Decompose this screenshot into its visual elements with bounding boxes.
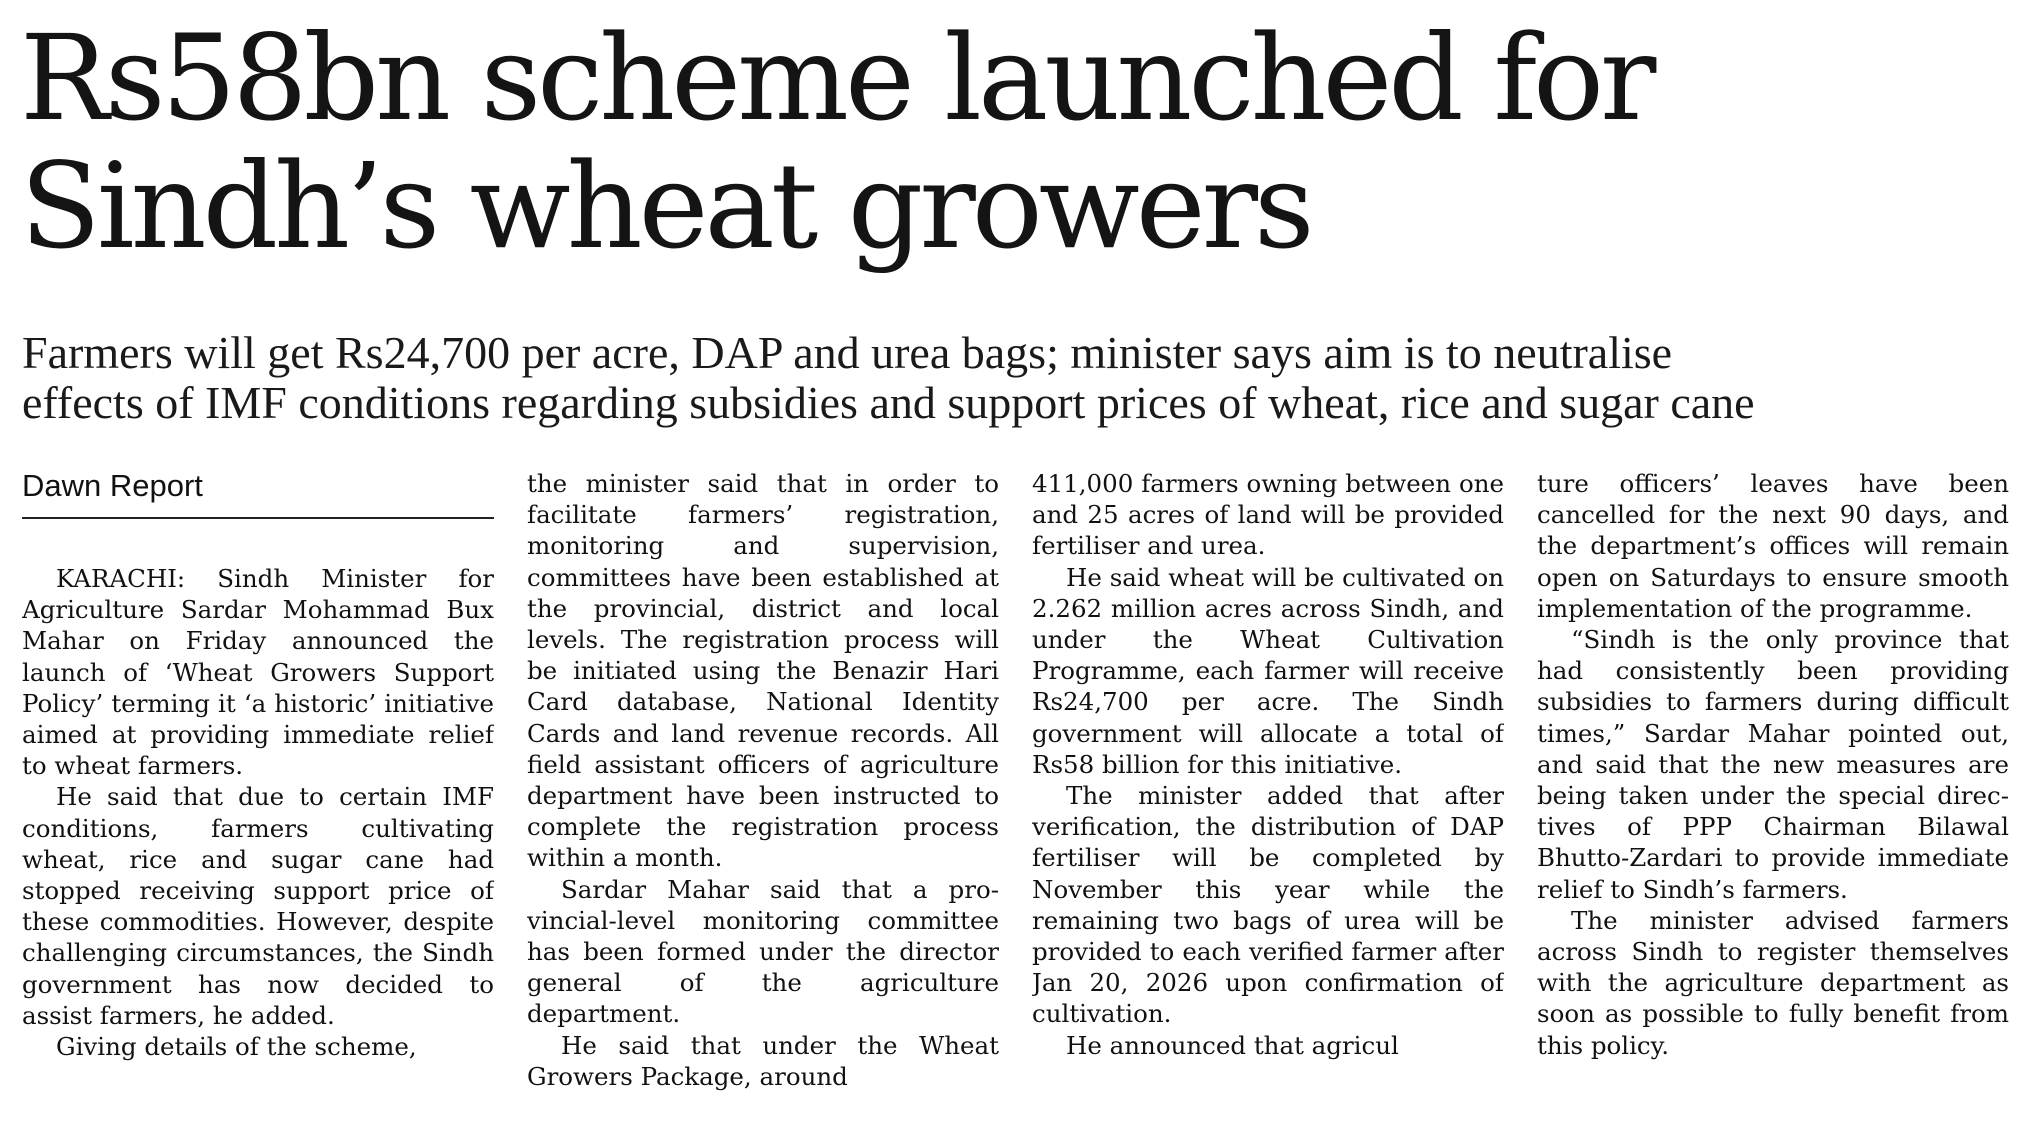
subheadline: [22, 328, 2007, 428]
paragraph: He announced that agricul: [1066, 1030, 1399, 1060]
paragraph: He said that under the Wheat Growers Package, around: [527, 1030, 999, 1091]
paragraph: Sardar Mahar said that a provincial-level monitoring committee has been formed under the director general of the agriculture department.: [527, 874, 999, 1029]
byline: Dawn Report: [22, 468, 494, 519]
headline: [20, 9, 2000, 275]
article-column-1: [22, 468, 494, 1128]
paragraph: ture officers’ leaves have been cancelled for the next 90 days, and the department’s offices will remain open on Saturdays to ensure smooth implementation of the programme.: [1537, 469, 2009, 623]
paragraph: 411,000 farmers owning between one and 25 acres of land will be provided fertiliser and urea.: [1032, 469, 1504, 561]
subheadline-line-2: effects of IMF conditions regarding subsidies and support prices of wheat, rice and sugar cane: [22, 377, 1755, 428]
article-body: [22, 468, 2007, 1128]
paragraph: The minister added that after verification, the distribution of DAP fertiliser will be completed by November this year while the remaining two bags of urea will be provided to each verified farmer after Jan 20, 2026 upon confirmation of cultivation.: [1032, 781, 1504, 1029]
paragraph: Giving details of the scheme,: [56, 1032, 417, 1062]
article-column-4: [1537, 468, 2009, 1128]
subheadline-line-1: Farmers will get Rs24,700 per acre, DAP and urea bags; minister says aim is to neutralise: [22, 327, 1673, 378]
paragraph: The minister advised farmers across Sindh to register themselves with the agriculture department as soon as possible to fully benefit from this policy.: [1537, 905, 2009, 1060]
article-column-2: [527, 468, 999, 1128]
paragraph: the minister said that in order to facilitate farmers’ registration, monitoring and supervision, committees have been established at the provincial, district and local levels. The registration process will be initiated using the Benazir Hari Card database, National Identity Cards and land revenue records. All field assistant officers of agriculture department have been instructed to complete the registration process within a month.: [527, 469, 999, 873]
headline-line-1: Rs58bn scheme launched for: [20, 9, 1653, 147]
paragraph: KARACHI: Sindh Minister for Agriculture Sardar Mohammad Bux Mahar on Friday announced the launch of ‘Wheat Growers Support Policy’ terming it ‘a historic’ initiative aimed at providing immediate relief to wheat farmers.: [22, 564, 494, 781]
paragraph: He said that due to certain IMF conditions, farmers cultivating wheat, rice and sugar cane had stopped receiving support price of these commodities. However, despite challenging circumstances, the Sindh government has now decided to assist farmers, he added.: [22, 782, 494, 1030]
paragraph: “Sindh is the only province that had consistently been providing subsidies to farmers during difficult times,” Sardar Mahar pointed out, and said that the new measures are being taken under the special directives of PPP Chairman Bilawal Bhutto-Zardari to provide immediate relief to Sindh’s farmers.: [1537, 625, 2009, 904]
article-column-3: [1032, 468, 1504, 1128]
headline-line-2: Sindh’s wheat growers: [20, 137, 1311, 275]
paragraph: He said wheat will be cultivated on 2.262 million acres across Sindh, and under the Wheat Cultivation Programme, each farmer will receive Rs24,700 per acre. The Sindh government will allocate a total of Rs58 billion for this initiative.: [1032, 562, 1504, 779]
